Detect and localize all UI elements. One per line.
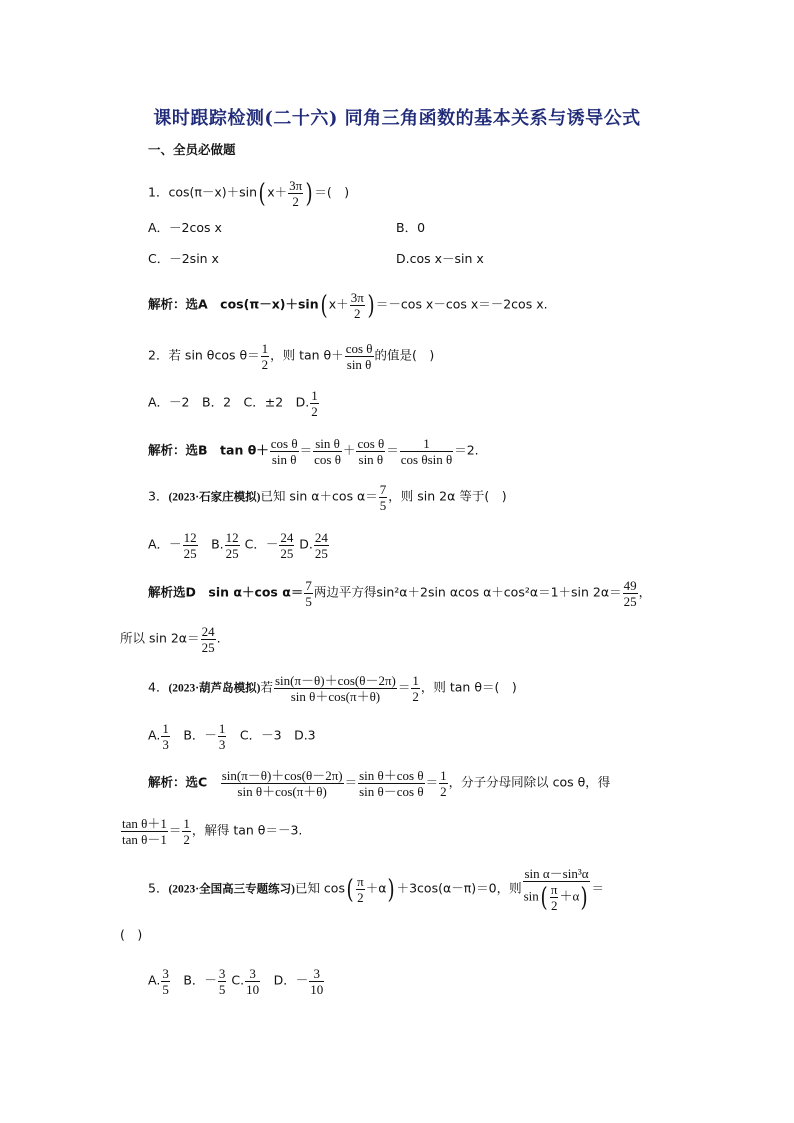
q4-solution: 解析：选C $\frac{\sin(\pi-\theta)+\cos(\theta-2\pi)}{\text{sin θ＋cos(π＋θ)}}$ ＝ $\frac{\text{sin θ＋cos θ}}{\text{sin θ－cos θ}}$ ＝ $\frac{1}{2}$ ，分子分母同除以 cos θ，得: [148, 768, 611, 799]
q2-solution: 解析：选B tan θ＋ $\frac{\text{cos θ}}{\text{sin θ}}$ ＝ $\frac{\text{sin θ}}{\text{cos θ}}$ ＋ $\frac{\text{cos θ}}{\text{sin θ}}$ ＝ $\frac{1}{\text{cos θsin θ}}$ ＝2.: [148, 436, 479, 467]
q3-solution: 解析选D sin α＋cos α＝ $\frac{7}{5}$ 两边平方得sin²α＋2sin αcos α＋cos²α＝1＋sin 2α＝ $\frac{49}{25}$ ，: [148, 578, 652, 609]
q4-options: A. $\frac{1}{3}$ B．－ $\frac{1}{3}$ C．－3 D.3: [148, 721, 316, 752]
page-title: 课时跟踪检测(二十六) 同角三角函数的基本关系与诱导公式: [153, 108, 641, 129]
q3-solution-cont: 所以 sin 2α＝ $\frac{24}{25}$ .: [120, 624, 221, 655]
q2-options: A．－2 B．2 C．±2 D. $\frac{1}{2}$: [148, 388, 318, 419]
q5-stem: 5．(2023·全国高三专题练习)已知 cos( $\frac{\pi}{2}$ ＋α) ＋3cos(α－π)＝0，则 sin α－sin³α sin( $\frac{\pi}{2}$ ＋α) ＝: [148, 866, 604, 913]
q3-stem: 3．(2023·石家庄模拟)已知 sin α＋cos α＝ $\frac{7}{5}$ ，则 sin 2α 等于( ): [148, 482, 507, 513]
q1-solution: 解析：选A cos(π－x)＋sin( x＋ $\frac{3\pi}{2}$ ) ＝－cos x－cos x＝－2cos x.: [148, 290, 548, 321]
q1-option-b: B．0: [396, 220, 426, 235]
q5-answer-paren: ( ): [120, 927, 143, 942]
section-heading: 一、全员必做题: [148, 142, 236, 157]
q1-stem: 1．cos(π－x)＋sin( x＋ $\frac{3\pi}{2}$ ) ＝( ): [148, 178, 350, 209]
q3-options: A．－ $\frac{12}{25}$ B. $\frac{12}{25}$ C．－ $\frac{24}{25}$ D. $\frac{24}{25}$: [148, 530, 328, 561]
q1-option-d: D.cos x－sin x: [396, 251, 484, 266]
q4-solution-cont: $\frac{\text{tan θ＋1}}{\text{tan θ－1}}$ ＝ $\frac{1}{2}$ ，解得 tan θ＝－3.: [122, 816, 303, 847]
q2-stem: 2．若 sin θcos θ＝ $\frac{1}{2}$ ，则 tan θ＋ $\frac{\text{cos θ}}{\text{sin θ}}$ 的值是( ): [148, 341, 435, 372]
q5-options: A. $\frac{3}{5}$ B．－ $\frac{3}{5}$ C. $\frac{3}{10}$ D．－ $\frac{3}{10}$: [148, 966, 324, 997]
q1-option-a: A．－2cos x: [148, 220, 222, 235]
q4-stem: 4．(2023·葫芦岛模拟)若 $\frac{\sin(\pi-\theta)+\cos(\theta-2\pi)}{\text{sin θ＋cos(π＋θ)}}$ ＝ $\frac{1}{2}$ ，则 tan θ＝( ): [148, 673, 517, 704]
q1-option-c: C．－2sin x: [148, 251, 219, 266]
